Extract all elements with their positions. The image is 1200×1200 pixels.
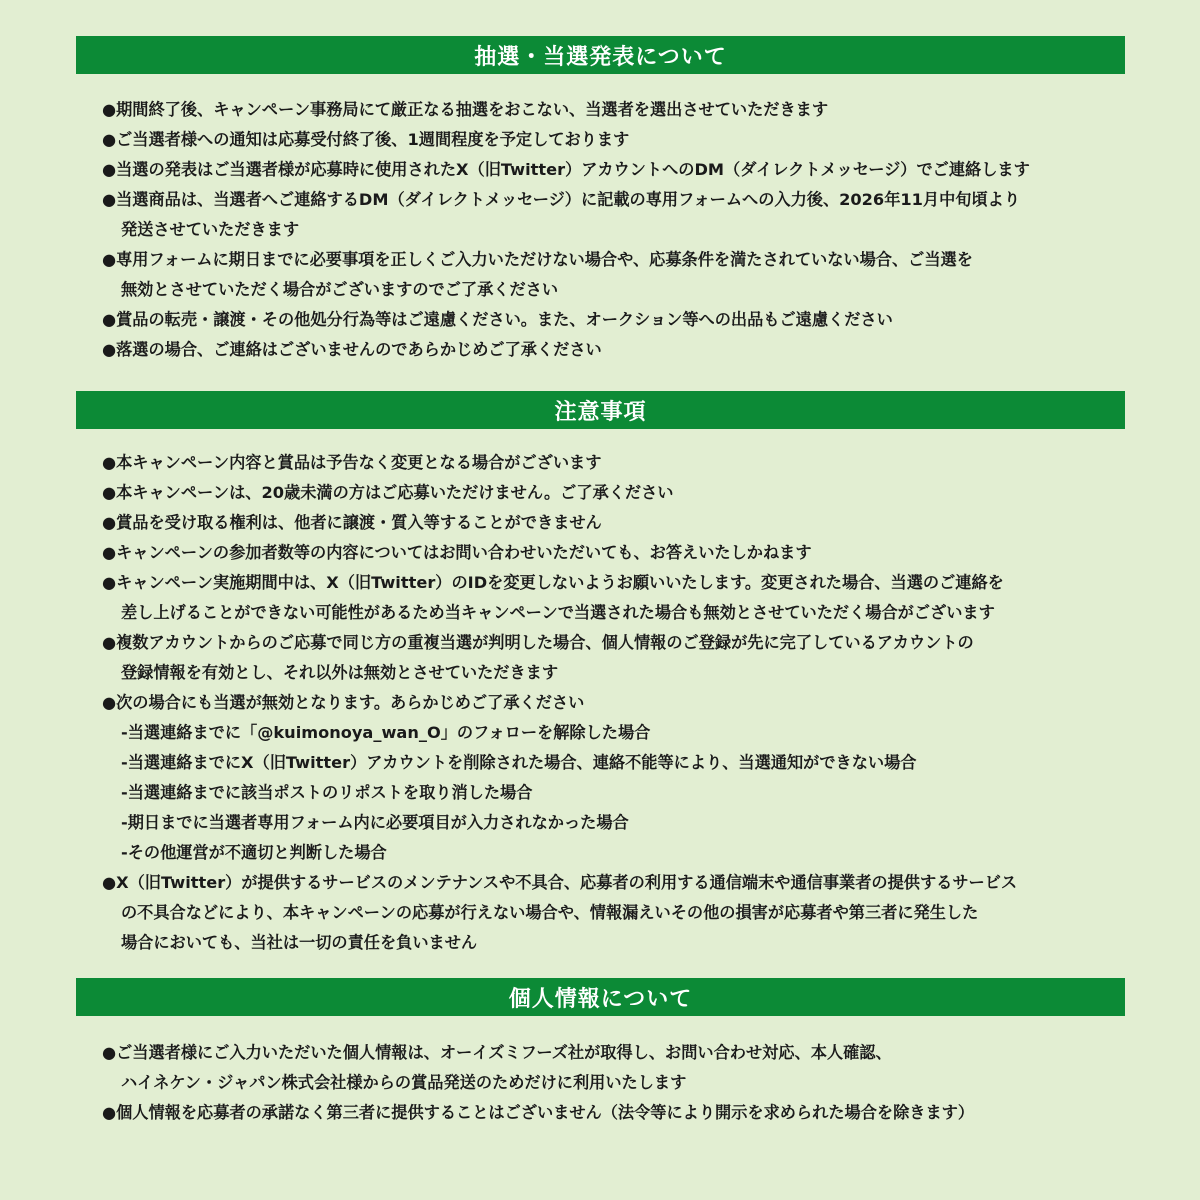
list-item: ●キャンペーンの参加者数等の内容についてはお問い合わせいただいても、お答えいたしかねます [102,543,812,562]
section-title-privacy: 個人情報について [508,986,693,1012]
list-item: ●落選の場合、ご連絡はございませんのであらかじめご了承ください [102,340,602,359]
list-item: ●専用フォームに期日までに必要事項を正しくご入力いただけない場合や、応募条件を満たされていない場合、ご当選を 無効とさせていただく場合がございますのでご了承ください [102,250,973,299]
section-title-lottery: 抽選・当選発表について [474,44,727,70]
list-item: ●賞品の転売・譲渡・その他処分行為等はご遠慮ください。また、オークション等への出品もご遠慮ください [102,310,893,329]
list-item: ●複数アカウントからのご応募で同じ方の重複当選が判明した場合、個人情報のご登録が先に完了しているアカウントの 登録情報を有効とし、それ以外は無効とさせていただきます [102,633,974,682]
sub-item: -当選連絡までに該当ポストのリポストを取り消した場合 [121,783,533,802]
section-header-notes [76,391,1125,429]
notes-list [102,448,1132,958]
list-item: ●次の場合にも当選が無効となります。あらかじめご了承ください [102,693,585,712]
sub-item: -期日までに当選者専用フォーム内に必要項目が入力されなかった場合 [121,813,629,832]
list-item: ●当選商品は、当選者へご連絡するDM（ダイレクトメッセージ）に記載の専用フォームへの入力後、2026年11月中旬頃より 発送させていただきます [102,190,1021,239]
section-header-privacy [76,978,1125,1016]
list-item: ●本キャンペーン内容と賞品は予告なく変更となる場合がございます [102,453,602,472]
list-item: ●期間終了後、キャンペーン事務局にて厳正なる抽選をおこない、当選者を選出させていただきます [102,100,829,119]
list-item: ●キャンペーン実施期間中は、X（旧Twitter）のIDを変更しないようお願いいたします。変更された場合、当選のご連絡を 差し上げることができない可能性があるため当キャンペーンで当選された場合も無効とさせていただく場合がございます [102,573,1004,622]
sub-item: -その他運営が不適切と判断した場合 [121,843,387,862]
section-header-lottery [76,36,1125,74]
list-item: ●X（旧Twitter）が提供するサービスのメンテナンスや不具合、応募者の利用する通信端末や通信事業者の提供するサービス の不具合などにより、本キャンペーンの応募が行えない場合や、情報漏えいその他の損害が応募者や第三者に発生した 場合においても、当社は一切の責任を負いません [102,873,1018,952]
list-item: ●個人情報を応募者の承諾なく第三者に提供することはございません（法令等により開示を求められた場合を除きます） [102,1103,975,1122]
list-item: ●本キャンペーンは、20歳未満の方はご応募いただけません。ご了承ください [102,483,674,502]
list-item: ●ご当選者様への通知は応募受付終了後、1週間程度を予定しております [102,130,630,149]
privacy-list [102,1038,1132,1128]
list-item: ●当選の発表はご当選者様が応募時に使用されたX（旧Twitter）アカウントへのDM（ダイレクトメッセージ）でご連絡します [102,160,1030,179]
sub-item: -当選連絡までにX（旧Twitter）アカウントを削除された場合、連絡不能等により、当選通知ができない場合 [121,753,917,772]
list-item: ●ご当選者様にご入力いただいた個人情報は、オーイズミフーズ社が取得し、お問い合わせ対応、本人確認、 ハイネケン・ジャパン株式会社様からの賞品発送のためだけに利用いたします [102,1043,892,1092]
section-title-notes: 注意事項 [554,399,647,425]
lottery-list [102,95,1132,365]
list-item: ●賞品を受け取る権利は、他者に譲渡・質入等することができません [102,513,602,532]
sub-item: -当選連絡までに「@kuimonoya_wan_O」のフォローを解除した場合 [121,723,651,742]
